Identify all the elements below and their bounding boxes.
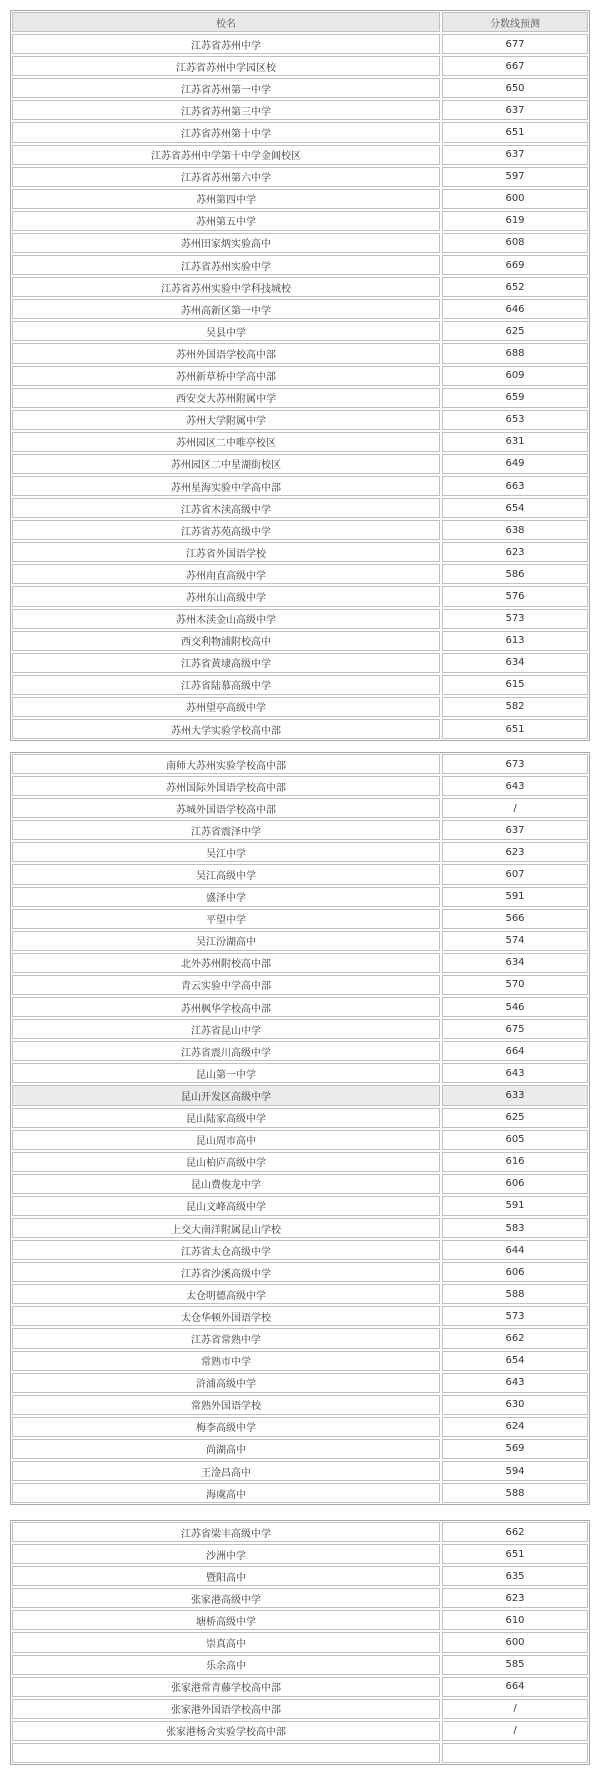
school-name-cell: 江苏省常熟中学 bbox=[12, 1328, 440, 1348]
school-name-cell: 江苏省黄埭高级中学 bbox=[12, 653, 440, 673]
score-cell: 637 bbox=[442, 820, 588, 840]
school-name-cell: 昆山第一中学 bbox=[12, 1063, 440, 1083]
table-row bbox=[11, 387, 589, 409]
table-row bbox=[11, 863, 589, 885]
table-row bbox=[11, 974, 589, 996]
score-cell: 597 bbox=[442, 167, 588, 187]
score-cell: 673 bbox=[442, 754, 588, 774]
score-table-section-3 bbox=[10, 1520, 590, 1765]
school-name-cell: 江苏省苏州第十中学 bbox=[12, 122, 440, 142]
score-cell: 651 bbox=[442, 719, 588, 739]
school-name-cell: 苏州大学实验学校高中部 bbox=[12, 719, 440, 739]
school-name-cell: 江苏省太仓高级中学 bbox=[12, 1240, 440, 1260]
score-cell: 634 bbox=[442, 953, 588, 973]
score-cell: 643 bbox=[442, 1373, 588, 1393]
score-cell: 613 bbox=[442, 631, 588, 651]
score-cell: 585 bbox=[442, 1655, 588, 1675]
score-cell: 625 bbox=[442, 1108, 588, 1128]
score-cell: 610 bbox=[442, 1610, 588, 1630]
school-name-cell: 浒浦高级中学 bbox=[12, 1373, 440, 1393]
table-row bbox=[11, 1482, 589, 1504]
school-name-cell bbox=[12, 1743, 440, 1763]
table-row bbox=[11, 1394, 589, 1416]
school-name-cell: 南师大苏州实验学校高中部 bbox=[12, 754, 440, 774]
table-row bbox=[11, 1631, 589, 1653]
score-cell: 591 bbox=[442, 1196, 588, 1216]
score-cell: 608 bbox=[442, 233, 588, 253]
school-name-cell: 西安交大苏州附属中学 bbox=[12, 388, 440, 408]
table-row bbox=[11, 1460, 589, 1482]
score-cell bbox=[442, 1743, 588, 1763]
school-name-cell: 张家港高级中学 bbox=[12, 1588, 440, 1608]
school-name-cell: 江苏省苏苑高级中学 bbox=[12, 520, 440, 540]
score-cell: 607 bbox=[442, 864, 588, 884]
table-row bbox=[11, 33, 589, 55]
table-row bbox=[11, 1018, 589, 1040]
school-name-cell: 苏州高新区第一中学 bbox=[12, 299, 440, 319]
school-name-cell: 常熟市中学 bbox=[12, 1351, 440, 1371]
score-cell: 574 bbox=[442, 931, 588, 951]
table-row bbox=[11, 1107, 589, 1129]
section-2-rows bbox=[11, 753, 589, 1504]
table-row bbox=[11, 819, 589, 841]
school-name-cell: 江苏省苏州第六中学 bbox=[12, 167, 440, 187]
table-row bbox=[11, 55, 589, 77]
table-row bbox=[11, 674, 589, 696]
table-row bbox=[11, 797, 589, 819]
score-cell: 623 bbox=[442, 542, 588, 562]
score-cell: 669 bbox=[442, 255, 588, 275]
table-row bbox=[11, 1654, 589, 1676]
table-row bbox=[11, 1698, 589, 1720]
table-row bbox=[11, 841, 589, 863]
school-name-cell: 张家港外国语学校高中部 bbox=[12, 1699, 440, 1719]
school-name-cell: 常熟外国语学校 bbox=[12, 1395, 440, 1415]
school-name-cell: 江苏省沙溪高级中学 bbox=[12, 1262, 440, 1282]
score-cell: 600 bbox=[442, 1632, 588, 1652]
score-cell: 651 bbox=[442, 122, 588, 142]
school-name-cell: 张家港常青藤学校高中部 bbox=[12, 1677, 440, 1697]
school-name-cell: 吴江汾湖高中 bbox=[12, 931, 440, 951]
score-cell: / bbox=[442, 1699, 588, 1719]
score-cell: 573 bbox=[442, 609, 588, 629]
table-row bbox=[11, 409, 589, 431]
school-name-cell: 苏州枫华学校高中部 bbox=[12, 997, 440, 1017]
school-name-cell: 江苏省震川高级中学 bbox=[12, 1041, 440, 1061]
score-cell: 624 bbox=[442, 1417, 588, 1437]
score-cell: 588 bbox=[442, 1284, 588, 1304]
score-cell: 606 bbox=[442, 1262, 588, 1282]
school-name-cell: 江苏省木渎高级中学 bbox=[12, 498, 440, 518]
table-row bbox=[11, 77, 589, 99]
school-name-cell: 吴江中学 bbox=[12, 842, 440, 862]
school-name-cell: 崇真高中 bbox=[12, 1632, 440, 1652]
school-name-cell: 苏州第四中学 bbox=[12, 189, 440, 209]
score-cell: 664 bbox=[442, 1677, 588, 1697]
score-cell: 649 bbox=[442, 454, 588, 474]
table-row bbox=[11, 1565, 589, 1587]
table-row bbox=[11, 453, 589, 475]
table-row bbox=[11, 1438, 589, 1460]
score-cell: 630 bbox=[442, 1395, 588, 1415]
score-cell: 663 bbox=[442, 476, 588, 496]
table-row bbox=[11, 775, 589, 797]
school-name-cell: 江苏省梁丰高级中学 bbox=[12, 1522, 440, 1542]
table-row bbox=[11, 276, 589, 298]
column-header-score: 分数线预测 bbox=[442, 12, 588, 32]
score-cell: 546 bbox=[442, 997, 588, 1017]
school-name-cell: 昆山柏庐高级中学 bbox=[12, 1152, 440, 1172]
table-row bbox=[11, 563, 589, 585]
school-name-cell: 苏州田家炳实验高中 bbox=[12, 233, 440, 253]
school-name-cell: 塘桥高级中学 bbox=[12, 1610, 440, 1630]
table-row bbox=[11, 753, 589, 775]
table-row bbox=[11, 519, 589, 541]
score-cell: 566 bbox=[442, 909, 588, 929]
score-cell: 591 bbox=[442, 887, 588, 907]
score-cell: 643 bbox=[442, 1063, 588, 1083]
score-cell: 688 bbox=[442, 343, 588, 363]
school-name-cell: 王淦昌高中 bbox=[12, 1461, 440, 1481]
table-row bbox=[11, 1543, 589, 1565]
score-cell: 654 bbox=[442, 498, 588, 518]
score-cell: 583 bbox=[442, 1218, 588, 1238]
table-row bbox=[11, 121, 589, 143]
score-cell: 654 bbox=[442, 1351, 588, 1371]
school-name-cell: 海虞高中 bbox=[12, 1483, 440, 1503]
score-cell: 653 bbox=[442, 410, 588, 430]
school-name-cell: 上交大南洋附属昆山学校 bbox=[12, 1218, 440, 1238]
score-cell: 631 bbox=[442, 432, 588, 452]
table-row bbox=[11, 210, 589, 232]
school-name-cell: 张家港杨舍实验学校高中部 bbox=[12, 1721, 440, 1741]
table-row bbox=[11, 475, 589, 497]
table-row bbox=[11, 188, 589, 210]
table-row bbox=[11, 99, 589, 121]
table-row bbox=[11, 996, 589, 1018]
score-cell: 637 bbox=[442, 145, 588, 165]
table-row bbox=[11, 608, 589, 630]
table-row bbox=[11, 630, 589, 652]
table-row bbox=[11, 1372, 589, 1394]
table-row bbox=[11, 232, 589, 254]
school-name-cell: 江苏省苏州中学第十中学金阊校区 bbox=[12, 145, 440, 165]
table-row bbox=[11, 1040, 589, 1062]
school-name-cell: 太仓明德高级中学 bbox=[12, 1284, 440, 1304]
school-name-cell: 苏州木渎金山高级中学 bbox=[12, 609, 440, 629]
table-row bbox=[11, 298, 589, 320]
score-cell: 637 bbox=[442, 100, 588, 120]
school-name-cell: 江苏省苏州实验中学 bbox=[12, 255, 440, 275]
school-name-cell: 江苏省苏州第三中学 bbox=[12, 100, 440, 120]
table-row bbox=[11, 1305, 589, 1327]
score-cell: 570 bbox=[442, 975, 588, 995]
table-row bbox=[11, 1283, 589, 1305]
score-cell: 650 bbox=[442, 78, 588, 98]
school-name-cell: 昆山开发区高级中学 bbox=[12, 1085, 440, 1105]
table-row bbox=[11, 166, 589, 188]
score-cell: 619 bbox=[442, 211, 588, 231]
score-cell: 605 bbox=[442, 1130, 588, 1150]
table-row bbox=[11, 144, 589, 166]
score-cell: 633 bbox=[442, 1085, 588, 1105]
score-cell: 634 bbox=[442, 653, 588, 673]
table-row bbox=[11, 718, 589, 740]
table-row bbox=[11, 1173, 589, 1195]
school-name-cell: 苏州园区二中星湖街校区 bbox=[12, 454, 440, 474]
section-1-rows bbox=[11, 33, 589, 740]
school-name-cell: 江苏省昆山中学 bbox=[12, 1019, 440, 1039]
table-row bbox=[11, 886, 589, 908]
score-cell: 662 bbox=[442, 1328, 588, 1348]
table-row bbox=[11, 930, 589, 952]
table-row bbox=[11, 1521, 589, 1543]
school-name-cell: 苏州国际外国语学校高中部 bbox=[12, 776, 440, 796]
score-cell: 609 bbox=[442, 366, 588, 386]
score-cell: 573 bbox=[442, 1306, 588, 1326]
school-name-cell: 苏州外国语学校高中部 bbox=[12, 343, 440, 363]
table-row bbox=[11, 1676, 589, 1698]
table-row bbox=[11, 365, 589, 387]
table-row bbox=[11, 320, 589, 342]
table-row bbox=[11, 585, 589, 607]
table-row bbox=[11, 1062, 589, 1084]
score-cell: 569 bbox=[442, 1439, 588, 1459]
table-row bbox=[11, 342, 589, 364]
school-name-cell: 江苏省苏州实验中学科技城校 bbox=[12, 277, 440, 297]
school-name-cell: 苏州第五中学 bbox=[12, 211, 440, 231]
score-cell: 677 bbox=[442, 34, 588, 54]
table-row bbox=[11, 1587, 589, 1609]
table-row bbox=[11, 1327, 589, 1349]
table-row bbox=[11, 952, 589, 974]
table-row bbox=[11, 1720, 589, 1742]
school-name-cell: 尚湖高中 bbox=[12, 1439, 440, 1459]
school-name-cell: 北外苏州附校高中部 bbox=[12, 953, 440, 973]
score-cell: 675 bbox=[442, 1019, 588, 1039]
table-row bbox=[11, 696, 589, 718]
school-name-cell: 江苏省外国语学校 bbox=[12, 542, 440, 562]
score-table-section-1 bbox=[10, 10, 590, 741]
score-cell: 659 bbox=[442, 388, 588, 408]
score-cell: / bbox=[442, 798, 588, 818]
table-row bbox=[11, 254, 589, 276]
score-cell: 651 bbox=[442, 1544, 588, 1564]
school-name-cell: 昆山文峰高级中学 bbox=[12, 1196, 440, 1216]
school-name-cell: 苏州望亭高级中学 bbox=[12, 697, 440, 717]
score-table-section-2 bbox=[10, 752, 590, 1505]
school-name-cell: 苏州东山高级中学 bbox=[12, 586, 440, 606]
column-header-school: 校名 bbox=[12, 12, 440, 32]
score-cell: 576 bbox=[442, 586, 588, 606]
section-3-rows bbox=[11, 1521, 589, 1764]
school-name-cell: 平望中学 bbox=[12, 909, 440, 929]
score-cell: 625 bbox=[442, 321, 588, 341]
school-name-cell: 苏州星海实验中学高中部 bbox=[12, 476, 440, 496]
score-cell: 623 bbox=[442, 842, 588, 862]
school-name-cell: 昆山陆家高级中学 bbox=[12, 1108, 440, 1128]
table-row bbox=[11, 541, 589, 563]
school-name-cell: 江苏省苏州中学 bbox=[12, 34, 440, 54]
table-row bbox=[11, 1261, 589, 1283]
table-header-row bbox=[11, 11, 589, 33]
school-name-cell: 梅李高级中学 bbox=[12, 1417, 440, 1437]
score-cell: 644 bbox=[442, 1240, 588, 1260]
table-row bbox=[11, 908, 589, 930]
school-name-cell: 江苏省震泽中学 bbox=[12, 820, 440, 840]
school-name-cell: 昆山周市高中 bbox=[12, 1130, 440, 1150]
school-name-cell: 昆山费俊龙中学 bbox=[12, 1174, 440, 1194]
school-name-cell: 江苏省苏州第一中学 bbox=[12, 78, 440, 98]
school-name-cell: 苏城外国语学校高中部 bbox=[12, 798, 440, 818]
score-cell: 600 bbox=[442, 189, 588, 209]
score-cell: 643 bbox=[442, 776, 588, 796]
score-cell: 616 bbox=[442, 1152, 588, 1172]
school-name-cell: 西交利物浦附校高中 bbox=[12, 631, 440, 651]
table-row bbox=[11, 1151, 589, 1173]
table-row bbox=[11, 1195, 589, 1217]
school-name-cell: 暨阳高中 bbox=[12, 1566, 440, 1586]
table-row bbox=[11, 1239, 589, 1261]
school-name-cell: 苏州大学附属中学 bbox=[12, 410, 440, 430]
school-name-cell: 太仓华顿外国语学校 bbox=[12, 1306, 440, 1326]
table-row bbox=[11, 1217, 589, 1239]
school-name-cell: 江苏省陆慕高级中学 bbox=[12, 675, 440, 695]
school-name-cell: 沙洲中学 bbox=[12, 1544, 440, 1564]
score-cell: 662 bbox=[442, 1522, 588, 1542]
school-name-cell: 江苏省苏州中学园区校 bbox=[12, 56, 440, 76]
school-name-cell: 吴江高级中学 bbox=[12, 864, 440, 884]
score-cell: 588 bbox=[442, 1483, 588, 1503]
score-cell: 606 bbox=[442, 1174, 588, 1194]
school-name-cell: 吴县中学 bbox=[12, 321, 440, 341]
score-cell: 586 bbox=[442, 564, 588, 584]
score-cell: 638 bbox=[442, 520, 588, 540]
school-name-cell: 苏州甪直高级中学 bbox=[12, 564, 440, 584]
score-cell: 594 bbox=[442, 1461, 588, 1481]
school-name-cell: 盛泽中学 bbox=[12, 887, 440, 907]
table-row bbox=[11, 497, 589, 519]
table-row bbox=[11, 1350, 589, 1372]
school-name-cell: 乐余高中 bbox=[12, 1655, 440, 1675]
score-cell: 652 bbox=[442, 277, 588, 297]
score-cell: 635 bbox=[442, 1566, 588, 1586]
table-row bbox=[11, 1742, 589, 1764]
table-row bbox=[11, 1416, 589, 1438]
table-row bbox=[11, 431, 589, 453]
score-cell: 615 bbox=[442, 675, 588, 695]
table-row bbox=[11, 1129, 589, 1151]
school-name-cell: 青云实验中学高中部 bbox=[12, 975, 440, 995]
score-cell: 664 bbox=[442, 1041, 588, 1061]
score-cell: / bbox=[442, 1721, 588, 1741]
school-name-cell: 苏州新草桥中学高中部 bbox=[12, 366, 440, 386]
table-row bbox=[11, 1609, 589, 1631]
score-cell: 623 bbox=[442, 1588, 588, 1608]
score-cell: 667 bbox=[442, 56, 588, 76]
school-name-cell: 苏州园区二中唯亭校区 bbox=[12, 432, 440, 452]
score-cell: 646 bbox=[442, 299, 588, 319]
table-row bbox=[11, 652, 589, 674]
score-cell: 582 bbox=[442, 697, 588, 717]
table-row bbox=[11, 1084, 589, 1106]
